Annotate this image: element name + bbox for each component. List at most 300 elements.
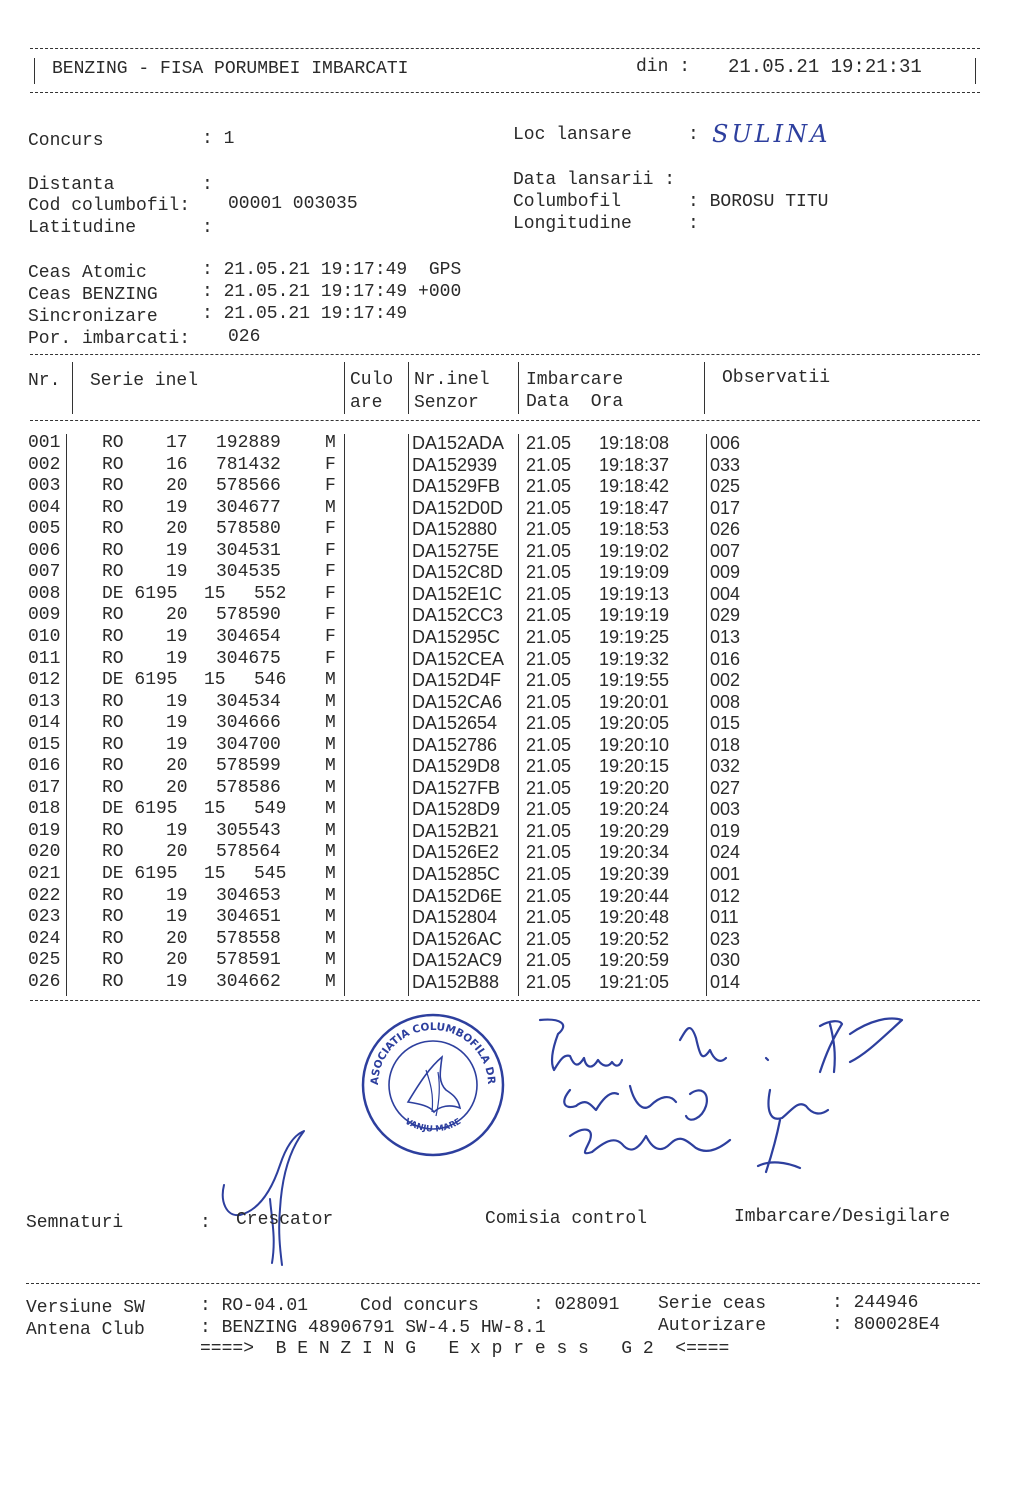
- body-sep-imbarcare: [706, 434, 707, 996]
- body-sep-culoare: [408, 434, 409, 996]
- columbofil-label: Columbofil: [513, 192, 622, 212]
- cell-observatii: 001: [710, 864, 741, 884]
- cell-serial: 304662: [216, 971, 281, 992]
- cell-sex: M: [325, 497, 336, 518]
- cell-date: 21.05: [526, 540, 572, 561]
- cell-sex: M: [325, 691, 336, 712]
- cell-year: 20: [166, 756, 188, 777]
- cell-serial: 192889: [216, 433, 281, 453]
- cell-date: 21.05: [526, 691, 572, 712]
- cell-country: RO: [102, 756, 124, 777]
- cell-sex: F: [325, 519, 336, 540]
- cell-sex: M: [325, 777, 336, 798]
- cell-senzor: DA152B88: [412, 971, 500, 992]
- cell-observatii: 027: [710, 777, 741, 798]
- cell-year: 19: [166, 497, 188, 518]
- cell-nr: 026: [28, 971, 61, 992]
- cell-date: 21.05: [526, 583, 572, 604]
- cell-nr: 019: [28, 820, 61, 841]
- cell-serial: 304675: [216, 648, 281, 669]
- cell-time: 19:20:01: [599, 691, 670, 712]
- cell-year: 20: [166, 950, 188, 971]
- seal-bottom-text: VANJU MARE: [402, 1116, 464, 1135]
- cell-date: 21.05: [526, 864, 572, 884]
- cell-nr: 011: [28, 648, 61, 669]
- cell-nr: 018: [28, 799, 61, 820]
- cell-senzor: DA1526AC: [412, 928, 503, 949]
- longitudine-label: Longitudine: [513, 214, 632, 234]
- cell-country: DE 6195: [102, 864, 178, 884]
- sincronizare-value: : 21.05.21 19:17:49: [202, 304, 408, 324]
- cell-serial: 578558: [216, 928, 281, 949]
- cell-serial: 304666: [216, 713, 281, 734]
- cell-date: 21.05: [526, 971, 572, 992]
- antena-label: Antena Club: [26, 1320, 145, 1340]
- cell-sex: M: [325, 756, 336, 777]
- distanta-value: :: [202, 175, 213, 195]
- cell-senzor: DA152AC9: [412, 950, 503, 971]
- cell-sex: M: [325, 950, 336, 971]
- cell-time: 19:19:55: [599, 670, 670, 691]
- table-row: [0, 562, 980, 583]
- cell-date: 21.05: [526, 519, 572, 540]
- table-row: [0, 886, 980, 907]
- cell-country: RO: [102, 648, 124, 669]
- imbarcare-desigilare-label: Imbarcare/Desigilare: [734, 1207, 951, 1227]
- cell-time: 19:18:47: [599, 497, 670, 518]
- cell-serial: 305543: [216, 820, 281, 841]
- cell-year: 19: [166, 907, 188, 928]
- cell-year: 19: [166, 562, 188, 583]
- cell-year: 19: [166, 971, 188, 992]
- cell-sex: F: [325, 626, 336, 647]
- document-title: BENZING - FISA PORUMBEI IMBARCATI: [52, 59, 409, 79]
- cell-nr: 005: [28, 519, 61, 540]
- cell-date: 21.05: [526, 928, 572, 949]
- cell-serial: 578591: [216, 950, 281, 971]
- loc-lansare-sep: :: [688, 125, 699, 145]
- cell-nr: 013: [28, 691, 61, 712]
- cell-senzor: DA1526E2: [412, 842, 500, 863]
- cell-country: RO: [102, 842, 124, 863]
- cell-nr: 002: [28, 454, 61, 475]
- cell-senzor: DA152786: [412, 734, 498, 755]
- cell-sex: M: [325, 734, 336, 755]
- col-header-imbarcare: Imbarcare: [526, 370, 624, 390]
- versiune-value: : RO-04.01: [200, 1296, 309, 1316]
- cell-nr: 003: [28, 476, 61, 497]
- cell-date: 21.05: [526, 605, 572, 626]
- cell-country: RO: [102, 626, 124, 647]
- cell-country: RO: [102, 928, 124, 949]
- cell-serial: 578564: [216, 842, 281, 863]
- print-date-value: 21.05.21 19:21:31: [728, 56, 922, 78]
- serie-ceas-label: Serie ceas: [658, 1294, 767, 1314]
- table-row: [0, 670, 980, 691]
- cell-serial: 304651: [216, 907, 281, 928]
- cell-serial: 578566: [216, 476, 281, 497]
- cell-senzor: DA152804: [412, 907, 498, 928]
- cell-year: 20: [166, 842, 188, 863]
- table-row: [0, 519, 980, 540]
- cell-time: 19:18:42: [599, 476, 670, 497]
- footer-rule: [26, 1283, 980, 1284]
- cell-observatii: 032: [710, 756, 741, 777]
- cell-year: 20: [166, 476, 188, 497]
- cell-time: 19:20:20: [599, 777, 670, 798]
- cell-nr: 025: [28, 950, 61, 971]
- cell-nr: 001: [28, 433, 61, 453]
- cell-senzor: DA152CC3: [412, 605, 504, 626]
- cod-columbofil-label: Cod columbofil:: [28, 196, 191, 216]
- cell-serial: 578580: [216, 519, 281, 540]
- cell-date: 21.05: [526, 562, 572, 583]
- autorizare-label: Autorizare: [658, 1316, 767, 1336]
- cell-country: RO: [102, 950, 124, 971]
- cell-nr: 006: [28, 540, 61, 561]
- cell-date: 21.05: [526, 626, 572, 647]
- cell-serial: 578586: [216, 777, 281, 798]
- cell-nr: 010: [28, 626, 61, 647]
- cell-country: RO: [102, 519, 124, 540]
- cell-date: 21.05: [526, 433, 572, 453]
- cell-country: RO: [102, 433, 124, 453]
- cell-senzor: DA152CEA: [412, 648, 505, 669]
- cell-sex: F: [325, 454, 336, 475]
- table-row: [0, 584, 980, 605]
- col-header-senzor: Senzor: [414, 393, 479, 413]
- cod-concurs-label: Cod concurs: [360, 1296, 479, 1316]
- cell-senzor: DA152C8D: [412, 562, 504, 583]
- ceas-atomic-label: Ceas Atomic: [28, 263, 147, 283]
- cell-serial: 546: [254, 670, 287, 691]
- cell-country: RO: [102, 734, 124, 755]
- cell-observatii: 014: [710, 971, 741, 992]
- cell-observatii: 016: [710, 648, 741, 669]
- cell-year: 19: [166, 820, 188, 841]
- table-row: [0, 713, 980, 734]
- cell-serial: 304653: [216, 885, 281, 906]
- cell-observatii: 026: [710, 519, 741, 540]
- seal-text: ASOCIATIA COLUMBOFILA DR: [368, 1020, 498, 1086]
- table-row: [0, 735, 980, 756]
- col-header-data-ora: Data Ora: [526, 392, 624, 412]
- cell-sex: F: [325, 583, 336, 604]
- cell-sex: M: [325, 713, 336, 734]
- cell-time: 19:19:09: [599, 562, 670, 583]
- versiune-label: Versiune SW: [26, 1298, 145, 1318]
- cell-sex: F: [325, 562, 336, 583]
- table-row: [0, 907, 980, 928]
- cell-senzor: DA152D6E: [412, 885, 503, 906]
- cell-sex: M: [325, 820, 336, 841]
- table-row: [0, 842, 980, 863]
- cell-senzor: DA15275E: [412, 540, 500, 561]
- cell-country: RO: [102, 476, 124, 497]
- cell-observatii: 017: [710, 497, 741, 518]
- distanta-label: Distanta: [28, 175, 115, 195]
- cell-observatii: 008: [710, 691, 741, 712]
- cell-year: 20: [166, 777, 188, 798]
- cod-columbofil-value: 00001 003035: [228, 194, 358, 214]
- cell-senzor: DA1529FB: [412, 476, 501, 497]
- cell-observatii: 019: [710, 820, 741, 841]
- cell-country: DE 6195: [102, 583, 178, 604]
- semnaturi-label: Semnaturi: [26, 1213, 124, 1233]
- cell-date: 21.05: [526, 842, 572, 863]
- cell-sex: F: [325, 648, 336, 669]
- cell-time: 19:19:19: [599, 605, 670, 626]
- cell-country: RO: [102, 562, 124, 583]
- table-row: [0, 433, 980, 454]
- cell-sex: M: [325, 799, 336, 820]
- cell-time: 19:20:59: [599, 950, 670, 971]
- cell-year: 20: [166, 928, 188, 949]
- cell-time: 19:20:48: [599, 907, 670, 928]
- cell-nr: 007: [28, 562, 61, 583]
- cell-nr: 016: [28, 756, 61, 777]
- cell-year: 15: [204, 583, 226, 604]
- cell-nr: 014: [28, 713, 61, 734]
- cod-concurs-value: : 028091: [533, 1295, 620, 1315]
- col-header-culoare-2: are: [350, 393, 383, 413]
- table-row: [0, 605, 980, 626]
- col-header-observatii: Observatii: [722, 368, 831, 388]
- cell-year: 20: [166, 519, 188, 540]
- table-row: [0, 498, 980, 519]
- cell-time: 19:20:29: [599, 820, 670, 841]
- cell-senzor: DA152939: [412, 454, 498, 475]
- cell-observatii: 025: [710, 476, 741, 497]
- body-sep-serie: [344, 434, 345, 996]
- cell-serial: 304535: [216, 562, 281, 583]
- cell-country: DE 6195: [102, 670, 178, 691]
- cell-serial: 781432: [216, 454, 281, 475]
- concurs-label: Concurs: [28, 131, 104, 151]
- cell-senzor: DA152D0D: [412, 497, 504, 518]
- cell-year: 19: [166, 885, 188, 906]
- cell-date: 21.05: [526, 777, 572, 798]
- cell-time: 19:21:05: [599, 971, 670, 992]
- cell-senzor: DA152880: [412, 519, 498, 540]
- body-sep-senzor: [518, 434, 519, 996]
- cell-observatii: 015: [710, 713, 741, 734]
- cell-year: 15: [204, 864, 226, 884]
- concurs-value: : 1: [202, 129, 235, 149]
- cell-observatii: 003: [710, 799, 741, 820]
- cell-year: 19: [166, 691, 188, 712]
- table-bottom-rule: [30, 1000, 980, 1001]
- col-header-nr-inel: Nr.inel: [414, 370, 490, 390]
- cell-year: 19: [166, 734, 188, 755]
- cell-time: 19:18:53: [599, 519, 670, 540]
- cell-sex: F: [325, 605, 336, 626]
- cell-observatii: 023: [710, 928, 741, 949]
- cell-country: RO: [102, 497, 124, 518]
- cell-serial: 304531: [216, 540, 281, 561]
- cell-time: 19:20:39: [599, 864, 670, 884]
- cell-time: 19:19:32: [599, 648, 670, 669]
- table-row: [0, 692, 980, 713]
- autorizare-value: : 800028E4: [832, 1315, 941, 1335]
- cell-observatii: 012: [710, 885, 741, 906]
- cell-senzor: DA15295C: [412, 626, 501, 647]
- cell-date: 21.05: [526, 907, 572, 928]
- col-header-nr: Nr.: [28, 371, 61, 391]
- cell-year: 19: [166, 540, 188, 561]
- cell-senzor: DA152D4F: [412, 670, 502, 691]
- cell-serial: 304700: [216, 734, 281, 755]
- cell-nr: 004: [28, 497, 61, 518]
- cell-sex: M: [325, 971, 336, 992]
- cell-observatii: 024: [710, 842, 741, 863]
- table-row: [0, 799, 980, 820]
- antena-value: : BENZING 48906791 SW-4.5 HW-8.1: [200, 1318, 546, 1338]
- cell-sex: F: [325, 540, 336, 561]
- cell-sex: M: [325, 842, 336, 863]
- cell-observatii: 033: [710, 454, 741, 475]
- cell-sex: M: [325, 928, 336, 949]
- comisia-label: Comisia control: [485, 1209, 648, 1229]
- cell-country: RO: [102, 454, 124, 475]
- serie-ceas-value: : 244946: [832, 1293, 919, 1313]
- semnaturi-sep: :: [200, 1213, 211, 1233]
- cell-serial: 545: [254, 864, 287, 884]
- longitudine-value: :: [688, 214, 699, 234]
- table-row: [0, 756, 980, 777]
- cell-nr: 020: [28, 842, 61, 863]
- col-header-serie-inel: Serie inel: [90, 371, 199, 391]
- cell-serial: 552: [254, 583, 287, 604]
- cell-date: 21.05: [526, 713, 572, 734]
- cell-year: 17: [166, 433, 188, 453]
- cell-observatii: 002: [710, 670, 741, 691]
- por-imbarcati-value: 026: [228, 327, 261, 347]
- cell-year: 15: [204, 799, 226, 820]
- cell-serial: 304677: [216, 497, 281, 518]
- cell-time: 19:20:44: [599, 885, 670, 906]
- cell-country: RO: [102, 971, 124, 992]
- cell-country: RO: [102, 540, 124, 561]
- cell-nr: 017: [28, 777, 61, 798]
- cell-time: 19:20:05: [599, 713, 670, 734]
- cell-nr: 015: [28, 734, 61, 755]
- table-row: [0, 476, 980, 497]
- cell-nr: 022: [28, 885, 61, 906]
- cell-time: 19:18:08: [599, 433, 670, 453]
- cell-country: RO: [102, 691, 124, 712]
- cell-date: 21.05: [526, 799, 572, 820]
- cell-serial: 304654: [216, 626, 281, 647]
- cell-senzor: DA152ADA: [412, 433, 505, 453]
- cell-year: 19: [166, 713, 188, 734]
- cell-date: 21.05: [526, 497, 572, 518]
- body-sep-nr: [66, 434, 67, 996]
- table-row: [0, 455, 980, 476]
- cell-year: 16: [166, 454, 188, 475]
- cell-nr: 024: [28, 928, 61, 949]
- print-date-label: din :: [636, 57, 691, 77]
- cell-nr: 023: [28, 907, 61, 928]
- table-row: [0, 950, 980, 971]
- table-row: [0, 778, 980, 799]
- cell-time: 19:20:10: [599, 734, 670, 755]
- cell-date: 21.05: [526, 734, 572, 755]
- cell-observatii: 030: [710, 950, 741, 971]
- cell-time: 19:20:52: [599, 928, 670, 949]
- cell-time: 19:19:02: [599, 540, 670, 561]
- svg-text:ASOCIATIA COLUMBOFILA DROBETA-: [360, 1012, 497, 1085]
- cell-sex: F: [325, 476, 336, 497]
- cell-senzor: DA1527FB: [412, 777, 501, 798]
- table-row: [0, 627, 980, 648]
- cell-year: 19: [166, 648, 188, 669]
- cell-senzor: DA152654: [412, 713, 498, 734]
- cell-serial: 578590: [216, 605, 281, 626]
- cell-country: RO: [102, 820, 124, 841]
- cell-time: 19:18:37: [599, 454, 670, 475]
- cell-observatii: 029: [710, 605, 741, 626]
- ceas-atomic-value: : 21.05.21 19:17:49 GPS: [202, 260, 462, 280]
- cell-country: RO: [102, 907, 124, 928]
- loc-lansare-label: Loc lansare: [513, 125, 632, 145]
- cell-time: 19:19:13: [599, 583, 670, 604]
- table-row: [0, 541, 980, 562]
- cell-senzor: DA152CA6: [412, 691, 503, 712]
- table-row: [0, 929, 980, 950]
- cell-serial: 578599: [216, 756, 281, 777]
- cell-nr: 008: [28, 583, 61, 604]
- cell-observatii: 011: [710, 907, 739, 928]
- cell-senzor: DA1528D9: [412, 799, 501, 820]
- cell-sex: M: [325, 670, 336, 691]
- club-seal-stamp: [360, 1012, 506, 1158]
- data-lansarii-label: Data lansarii :: [513, 170, 676, 190]
- cell-year: 19: [166, 626, 188, 647]
- cell-observatii: 004: [710, 583, 741, 604]
- cell-date: 21.05: [526, 950, 572, 971]
- ceas-benzing-label: Ceas BENZING: [28, 285, 158, 305]
- cell-nr: 009: [28, 605, 61, 626]
- cell-observatii: 013: [710, 626, 741, 647]
- cell-observatii: 018: [710, 734, 741, 755]
- cell-sex: M: [325, 907, 336, 928]
- cell-observatii: 006: [710, 433, 741, 453]
- cell-date: 21.05: [526, 820, 572, 841]
- cell-senzor: DA152B21: [412, 820, 500, 841]
- cell-observatii: 007: [710, 540, 741, 561]
- table-row: [0, 649, 980, 670]
- cell-date: 21.05: [526, 454, 572, 475]
- cell-nr: 012: [28, 670, 61, 691]
- col-header-culoare-1: Culo: [350, 370, 394, 390]
- cell-time: 19:19:25: [599, 626, 670, 647]
- cell-date: 21.05: [526, 648, 572, 669]
- table-row: [0, 821, 980, 842]
- latitudine-value: :: [202, 218, 213, 238]
- cell-sex: M: [325, 433, 336, 453]
- por-imbarcati-label: Por. imbarcati:: [28, 329, 191, 349]
- cell-country: DE 6195: [102, 799, 178, 820]
- crescator-label: Crescator: [236, 1210, 334, 1230]
- columbofil-value: : BOROSU TITU: [688, 192, 829, 212]
- cell-country: RO: [102, 777, 124, 798]
- cell-sex: M: [325, 885, 336, 906]
- comisia-signatures: [530, 1010, 930, 1180]
- cell-senzor: DA1529D8: [412, 756, 501, 777]
- cell-year: 15: [204, 670, 226, 691]
- cell-nr: 021: [28, 864, 61, 884]
